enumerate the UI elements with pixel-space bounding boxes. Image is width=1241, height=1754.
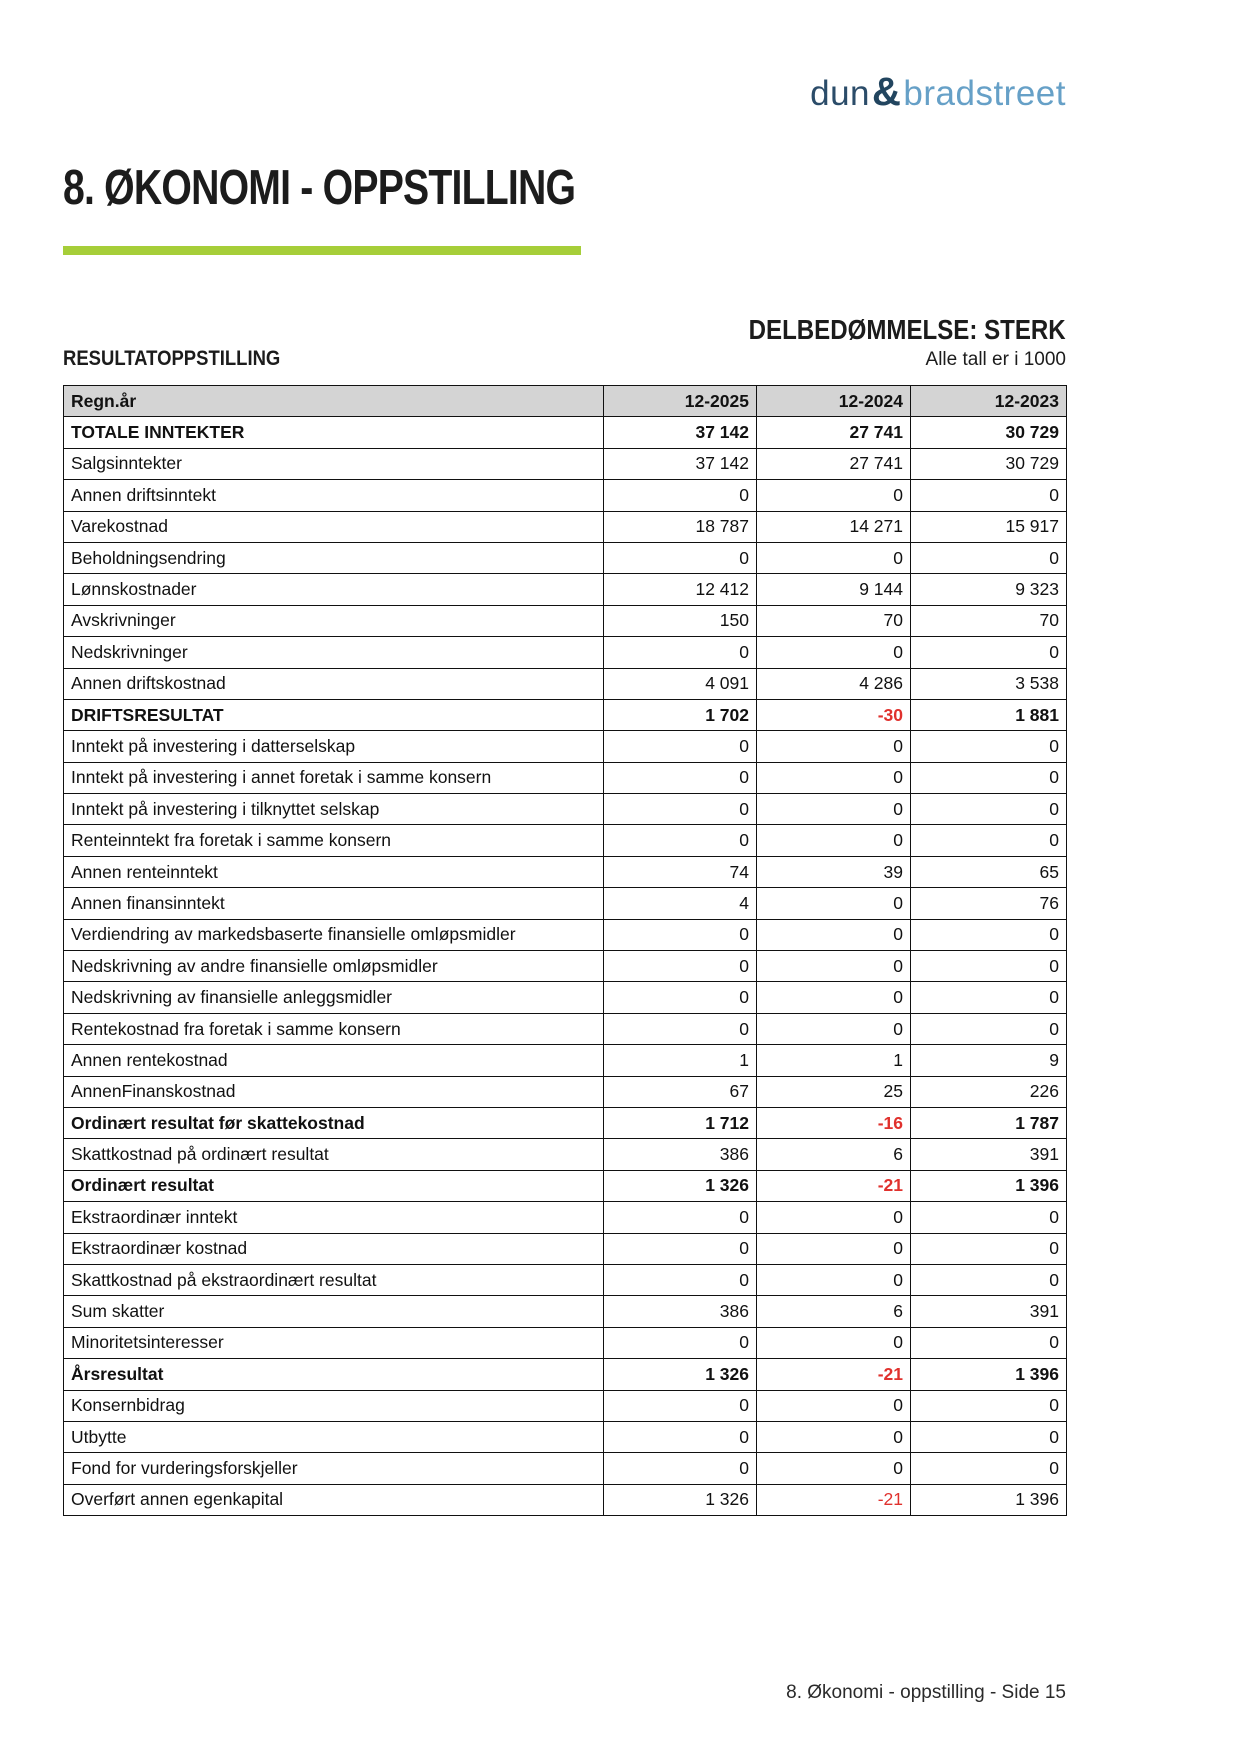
table-row — [64, 794, 1067, 825]
row-value: 39 — [757, 856, 911, 887]
row-label: Annen driftskostnad — [64, 668, 604, 699]
column-header: 12-2023 — [911, 386, 1067, 417]
income-statement-table — [63, 385, 1067, 1516]
table-row — [64, 574, 1067, 605]
row-value: 0 — [757, 762, 911, 793]
table-row — [64, 1076, 1067, 1107]
row-value: 25 — [757, 1076, 911, 1107]
row-value: 27 741 — [757, 448, 911, 479]
row-value: 15 917 — [911, 511, 1067, 542]
row-value: 0 — [757, 1013, 911, 1044]
row-value: 1 881 — [911, 699, 1067, 730]
row-value: 0 — [757, 1233, 911, 1264]
row-value: 1 326 — [604, 1359, 757, 1390]
row-value: 391 — [911, 1139, 1067, 1170]
row-label: Annen finansinntekt — [64, 888, 604, 919]
row-value: 0 — [911, 1390, 1067, 1421]
row-label: Annen rentekostnad — [64, 1045, 604, 1076]
table-row — [64, 1390, 1067, 1421]
row-label: Inntekt på investering i tilknyttet selskap — [64, 794, 604, 825]
table-row — [64, 417, 1067, 448]
row-value: 1 787 — [911, 1107, 1067, 1138]
row-value: 1 — [604, 1045, 757, 1076]
row-label: Ordinært resultat — [64, 1170, 604, 1201]
row-value: 0 — [911, 1453, 1067, 1484]
row-value: 30 729 — [911, 417, 1067, 448]
row-label: Lønnskostnader — [64, 574, 604, 605]
table-row — [64, 1233, 1067, 1264]
assessment-heading: DELBEDØMMELSE: STERK — [748, 314, 1066, 345]
row-value: 226 — [911, 1076, 1067, 1107]
row-value: 0 — [757, 982, 911, 1013]
row-label: Annen renteinntekt — [64, 856, 604, 887]
column-header: 12-2024 — [757, 386, 911, 417]
row-label: Beholdningsendring — [64, 542, 604, 573]
row-value: 0 — [757, 1453, 911, 1484]
row-label: Ekstraordinær kostnad — [64, 1233, 604, 1264]
row-value: 6 — [757, 1139, 911, 1170]
row-value: 27 741 — [757, 417, 911, 448]
row-value: 4 091 — [604, 668, 757, 699]
row-label: Minoritetsinteresser — [64, 1327, 604, 1358]
row-value: 0 — [604, 951, 757, 982]
row-value: 0 — [911, 951, 1067, 982]
row-value: 0 — [757, 1264, 911, 1295]
row-value: 0 — [911, 825, 1067, 856]
row-value: 0 — [604, 1421, 757, 1452]
row-value: 0 — [757, 542, 911, 573]
table-row — [64, 1107, 1067, 1138]
page-footer: 8. Økonomi - oppstilling - Side 15 — [786, 1682, 1066, 1703]
table-row — [64, 448, 1067, 479]
table-row — [64, 888, 1067, 919]
table-row — [64, 982, 1067, 1013]
title-accent-bar — [63, 246, 581, 255]
table-row — [64, 856, 1067, 887]
table-row — [64, 1013, 1067, 1044]
row-value: 9 144 — [757, 574, 911, 605]
table-row — [64, 1453, 1067, 1484]
row-value: 0 — [604, 919, 757, 950]
row-value: 386 — [604, 1296, 757, 1327]
column-header: Regn.år — [64, 386, 604, 417]
row-value: 1 326 — [604, 1170, 757, 1201]
row-value: 65 — [911, 856, 1067, 887]
row-label: Skattkostnad på ekstraordinært resultat — [64, 1264, 604, 1295]
row-value: -30 — [757, 699, 911, 730]
row-label: Årsresultat — [64, 1359, 604, 1390]
row-value: 9 — [911, 1045, 1067, 1076]
row-label: Skattkostnad på ordinært resultat — [64, 1139, 604, 1170]
row-value: 1 396 — [911, 1170, 1067, 1201]
row-label: Nedskrivning av finansielle anleggsmidler — [64, 982, 604, 1013]
row-value: 0 — [604, 825, 757, 856]
page-title: 8. ØKONOMI - OPPSTILLING — [63, 161, 576, 215]
table-row — [64, 1359, 1067, 1390]
row-value: 386 — [604, 1139, 757, 1170]
logo-text-dun: dun — [810, 74, 871, 113]
row-value: 0 — [604, 637, 757, 668]
row-value: 0 — [604, 762, 757, 793]
row-value: 0 — [757, 731, 911, 762]
row-value: 0 — [757, 825, 911, 856]
row-value: 0 — [911, 1421, 1067, 1452]
row-value: 14 271 — [757, 511, 911, 542]
row-label: Verdiendring av markedsbaserte finansielle omløpsmidler — [64, 919, 604, 950]
table-row — [64, 762, 1067, 793]
column-header: 12-2025 — [604, 386, 757, 417]
row-value: 0 — [604, 1013, 757, 1044]
row-value: 0 — [604, 731, 757, 762]
row-value: 0 — [911, 1202, 1067, 1233]
table-row — [64, 668, 1067, 699]
row-value: 0 — [911, 919, 1067, 950]
table-row — [64, 1264, 1067, 1295]
row-label: Varekostnad — [64, 511, 604, 542]
row-value: 0 — [604, 794, 757, 825]
row-value: 0 — [911, 731, 1067, 762]
table-row — [64, 699, 1067, 730]
row-value: 4 286 — [757, 668, 911, 699]
row-value: 0 — [604, 1327, 757, 1358]
row-value: 391 — [911, 1296, 1067, 1327]
row-label: Salgsinntekter — [64, 448, 604, 479]
row-value: -21 — [757, 1484, 911, 1515]
row-value: 0 — [757, 794, 911, 825]
row-value: 70 — [911, 605, 1067, 636]
row-value: 76 — [911, 888, 1067, 919]
row-value: 0 — [911, 637, 1067, 668]
table-row — [64, 731, 1067, 762]
row-label: Annen driftsinntekt — [64, 480, 604, 511]
table-row — [64, 1170, 1067, 1201]
logo-text-bradstreet: bradstreet — [903, 74, 1066, 113]
table-row — [64, 1421, 1067, 1452]
row-value: 67 — [604, 1076, 757, 1107]
table-row — [64, 605, 1067, 636]
table-row — [64, 951, 1067, 982]
row-value: 37 142 — [604, 417, 757, 448]
row-value: 1 702 — [604, 699, 757, 730]
row-value: 6 — [757, 1296, 911, 1327]
row-value: 0 — [604, 982, 757, 1013]
table-row — [64, 480, 1067, 511]
row-value: 0 — [911, 480, 1067, 511]
row-value: 1 326 — [604, 1484, 757, 1515]
row-label: Nedskrivninger — [64, 637, 604, 668]
row-label: Overført annen egenkapital — [64, 1484, 604, 1515]
row-label: Avskrivninger — [64, 605, 604, 636]
table-row — [64, 542, 1067, 573]
row-value: 0 — [757, 1390, 911, 1421]
units-note: Alle tall er i 1000 — [925, 349, 1066, 370]
row-value: 0 — [911, 1013, 1067, 1044]
row-value: 0 — [911, 982, 1067, 1013]
row-value: 30 729 — [911, 448, 1067, 479]
row-value: 0 — [604, 1233, 757, 1264]
table-row — [64, 511, 1067, 542]
table-head — [64, 386, 1067, 417]
table-row — [64, 825, 1067, 856]
row-value: 0 — [911, 762, 1067, 793]
row-value: 12 412 — [604, 574, 757, 605]
row-value: 150 — [604, 605, 757, 636]
row-label: Rentekostnad fra foretak i samme konsern — [64, 1013, 604, 1044]
row-value: 0 — [911, 542, 1067, 573]
row-label: Inntekt på investering i annet foretak i samme konsern — [64, 762, 604, 793]
row-value: 0 — [604, 1453, 757, 1484]
ampersand-icon: & — [872, 70, 902, 114]
row-value: 37 142 — [604, 448, 757, 479]
row-value: 0 — [911, 1327, 1067, 1358]
row-value: 9 323 — [911, 574, 1067, 605]
row-value: 0 — [911, 794, 1067, 825]
table-row — [64, 919, 1067, 950]
row-value: 0 — [604, 480, 757, 511]
row-value: 0 — [757, 919, 911, 950]
row-value: 70 — [757, 605, 911, 636]
row-value: 1 396 — [911, 1484, 1067, 1515]
table-row — [64, 1484, 1067, 1515]
row-value: 0 — [911, 1264, 1067, 1295]
row-value: -21 — [757, 1170, 911, 1201]
dun-bradstreet-logo — [810, 70, 1066, 115]
row-label: DRIFTSRESULTAT — [64, 699, 604, 730]
row-value: 4 — [604, 888, 757, 919]
table-header-row — [64, 386, 1067, 417]
row-value: 0 — [604, 1202, 757, 1233]
table-row — [64, 1045, 1067, 1076]
row-value: 0 — [757, 1327, 911, 1358]
table-body — [64, 417, 1067, 1516]
row-value: 0 — [757, 480, 911, 511]
row-label: TOTALE INNTEKTER — [64, 417, 604, 448]
row-value: -16 — [757, 1107, 911, 1138]
row-value: 3 538 — [911, 668, 1067, 699]
row-label: Ordinært resultat før skattekostnad — [64, 1107, 604, 1138]
row-value: 0 — [757, 637, 911, 668]
row-value: 1 712 — [604, 1107, 757, 1138]
table-row — [64, 1139, 1067, 1170]
row-value: 0 — [757, 951, 911, 982]
row-label: Inntekt på investering i datterselskap — [64, 731, 604, 762]
row-value: -21 — [757, 1359, 911, 1390]
row-value: 0 — [604, 1264, 757, 1295]
row-value: 1 — [757, 1045, 911, 1076]
row-label: Fond for vurderingsforskjeller — [64, 1453, 604, 1484]
row-value: 0 — [604, 542, 757, 573]
row-label: AnnenFinanskostnad — [64, 1076, 604, 1107]
table-row — [64, 637, 1067, 668]
row-value: 0 — [757, 1421, 911, 1452]
row-label: Utbytte — [64, 1421, 604, 1452]
row-label: Renteinntekt fra foretak i samme konsern — [64, 825, 604, 856]
row-label: Nedskrivning av andre finansielle omløpsmidler — [64, 951, 604, 982]
row-value: 0 — [604, 1390, 757, 1421]
table-row — [64, 1296, 1067, 1327]
row-value: 74 — [604, 856, 757, 887]
row-value: 18 787 — [604, 511, 757, 542]
row-label: Ekstraordinær inntekt — [64, 1202, 604, 1233]
section-label: RESULTATOPPSTILLING — [63, 347, 281, 370]
row-label: Konsernbidrag — [64, 1390, 604, 1421]
row-label: Sum skatter — [64, 1296, 604, 1327]
row-value: 0 — [911, 1233, 1067, 1264]
row-value: 1 396 — [911, 1359, 1067, 1390]
row-value: 0 — [757, 1202, 911, 1233]
table-row — [64, 1327, 1067, 1358]
table-row — [64, 1202, 1067, 1233]
row-value: 0 — [757, 888, 911, 919]
